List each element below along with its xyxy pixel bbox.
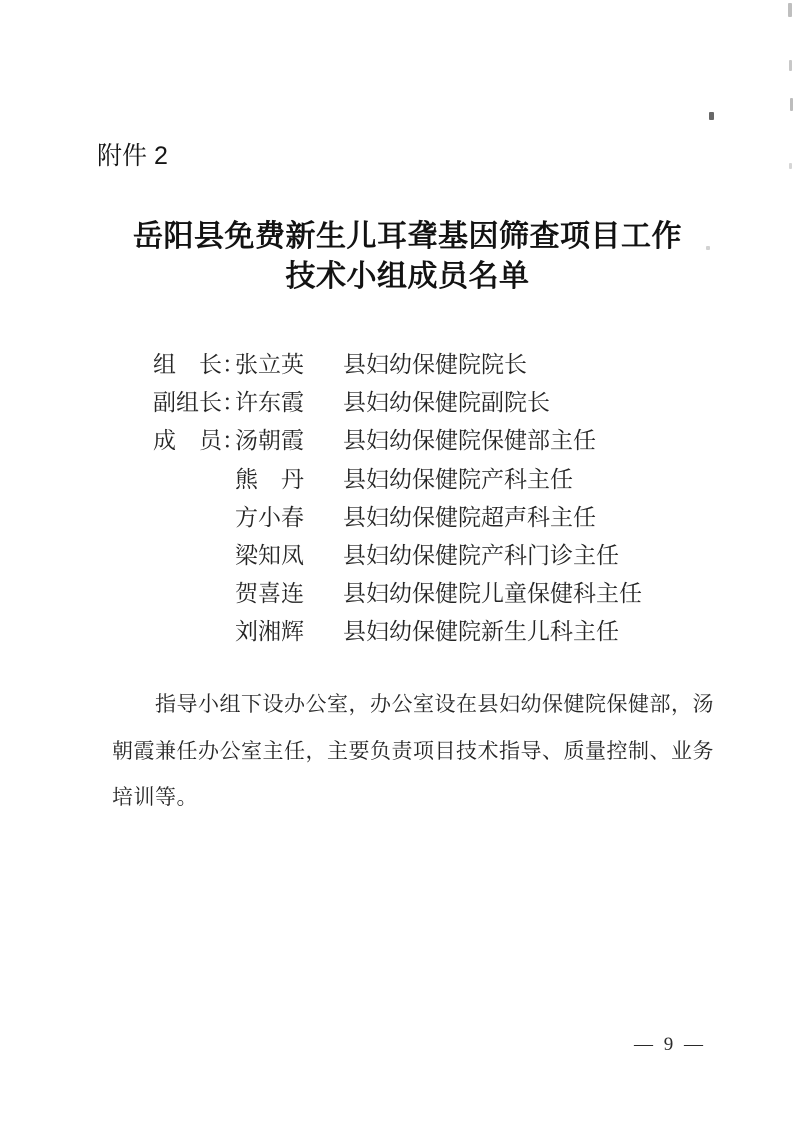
office-note-paragraph bbox=[112, 681, 714, 821]
member-position: 县妇幼保健院产科主任 bbox=[343, 466, 573, 492]
member-name: 梁知凤 bbox=[235, 542, 304, 568]
member-row bbox=[153, 422, 642, 460]
member-row bbox=[153, 537, 642, 575]
document-title-line2: 技术小组成员名单 bbox=[285, 260, 530, 293]
member-role: 组 长： bbox=[153, 352, 245, 377]
scan-speck bbox=[709, 112, 714, 120]
member-position: 县妇幼保健院新生儿科主任 bbox=[343, 619, 619, 645]
scan-speck bbox=[789, 60, 792, 71]
member-position: 县妇幼保健院院长 bbox=[343, 352, 527, 377]
member-role: 副组长： bbox=[153, 390, 245, 416]
scan-speck bbox=[790, 98, 793, 111]
member-role: 成 员： bbox=[153, 428, 245, 454]
paragraph-line: 指导小组下设办公室，办公室设在县妇幼保健院保健部，汤 bbox=[155, 692, 714, 716]
member-name: 张立英 bbox=[235, 352, 304, 377]
member-row bbox=[153, 461, 642, 499]
member-name: 贺喜连 bbox=[235, 581, 304, 607]
scan-speck bbox=[789, 163, 792, 169]
member-row bbox=[153, 575, 642, 613]
page-number: — 9 — bbox=[634, 1034, 706, 1055]
member-position: 县妇幼保健院儿童保健科主任 bbox=[343, 581, 642, 607]
scan-speck bbox=[788, 3, 792, 17]
member-row bbox=[153, 499, 642, 537]
member-position: 县妇幼保健院保健部主任 bbox=[343, 428, 596, 454]
member-position: 县妇幼保健院超声科主任 bbox=[343, 504, 596, 530]
member-list bbox=[153, 346, 642, 652]
document-title-line1: 岳阳县免费新生儿耳聋基因筛查项目工作 bbox=[133, 220, 682, 253]
member-row bbox=[153, 613, 642, 651]
member-name: 汤朝霞 bbox=[235, 428, 304, 454]
paragraph-line: 朝霞兼任办公室主任，主要负责项目技术指导、质量控制、业务 bbox=[112, 738, 714, 763]
attachment-label: 附件 2 bbox=[97, 142, 168, 170]
member-name: 许东霞 bbox=[235, 390, 304, 416]
member-name: 方小春 bbox=[235, 504, 304, 530]
member-position: 县妇幼保健院产科门诊主任 bbox=[343, 542, 619, 568]
member-name: 刘湘辉 bbox=[235, 619, 304, 645]
member-position: 县妇幼保健院副院长 bbox=[343, 390, 550, 416]
scan-speck bbox=[706, 246, 710, 250]
member-row-leader bbox=[153, 346, 642, 384]
member-name: 熊 丹 bbox=[235, 466, 304, 492]
member-row-deputy-leader bbox=[153, 384, 642, 422]
paragraph-line: 培训等。 bbox=[112, 785, 198, 809]
document-title bbox=[10, 217, 795, 297]
